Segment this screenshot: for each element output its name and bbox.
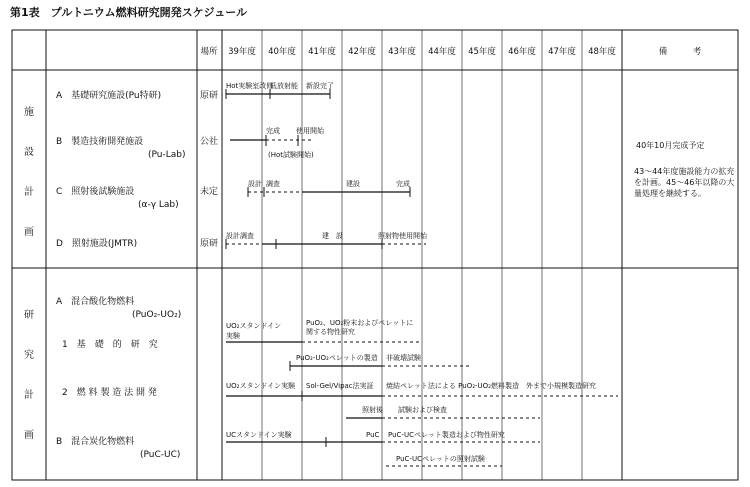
bar-label: 実験 <box>226 332 240 340</box>
category-char: 計 <box>24 390 34 401</box>
bar-label: UO₂スタンドイン <box>226 322 282 330</box>
remark-c-box <box>634 166 736 216</box>
bar-label: PuO₂-UO₂ペレットの製造 <box>296 354 378 362</box>
row-c-sub: (α-γ Lab) <box>138 200 179 210</box>
bar-label: PuO₂、UO₂粉末およびペレットに関する物性研究 <box>306 319 414 336</box>
schedule-bar-r1 <box>290 353 470 371</box>
bar-label: 使用開始 <box>296 127 324 135</box>
bar-label: 試験および検査 <box>398 406 447 414</box>
bar-label: 完成 <box>396 180 410 188</box>
bar-label: 調査 <box>266 180 280 188</box>
bar-label: 設計 <box>248 180 262 188</box>
header-year: 45年度 <box>468 47 496 57</box>
row-b-place: 公社 <box>199 137 219 147</box>
bar-label: 設計調査 <box>226 232 254 240</box>
row-c-place: 未定 <box>199 187 219 197</box>
category-char: 施 <box>24 107 34 118</box>
category-char: 画 <box>24 430 34 441</box>
row-rb-sub: (PuC-UC) <box>140 450 181 460</box>
bar-label: 低放射能 <box>270 82 298 90</box>
header-remarks: 備 考 <box>658 47 702 57</box>
bar-label-box <box>306 319 416 341</box>
header-year: 44年度 <box>428 47 456 57</box>
row-r1-name: 1 基 礎 的 研 究 <box>62 340 158 350</box>
schedule-bar-rb4 <box>386 454 502 466</box>
header-year: 46年度 <box>508 47 536 57</box>
category-char: 計 <box>24 187 34 198</box>
category-char: 画 <box>24 227 34 238</box>
row-rb-name: B 混合炭化物燃料 <box>56 437 135 447</box>
header-year: 39年度 <box>228 47 256 57</box>
category-facility <box>24 106 34 238</box>
header-year: 41年度 <box>308 47 336 57</box>
header-year: 48年度 <box>588 47 616 57</box>
row-a-place: 原研 <box>199 91 219 101</box>
schedule-bar-d <box>226 231 428 249</box>
header-year: 40年度 <box>268 47 296 57</box>
category-char: 設 <box>24 147 34 158</box>
schedule-bar-b <box>230 126 325 159</box>
table-title: 第1表 プルトニウム燃料研究開発スケジュール <box>10 6 248 19</box>
schedule-bar-r3 <box>346 405 540 418</box>
bar-label: 建 設 <box>322 232 343 240</box>
bar-label: Sol-Gel/Vipac法実証 <box>306 382 374 390</box>
bar-label: (Hot試験開始) <box>268 151 314 159</box>
remark-b: 40年10月完成予定 <box>636 141 705 150</box>
header-year: 43年度 <box>388 47 416 57</box>
header-year: 47年度 <box>548 47 576 57</box>
category-char: 研 <box>24 310 34 321</box>
category-research <box>24 309 34 441</box>
bar-label: UO₂スタンドイン実験 <box>226 382 296 390</box>
bar-label: 完成 <box>266 127 280 135</box>
header-place: 場所 <box>200 47 218 57</box>
bar-label: PuC <box>366 431 380 439</box>
row-r2-name: 2 燃 料 製 造 法 開 発 <box>62 388 157 398</box>
schedule-bar-a <box>226 81 334 99</box>
bar-label: PuC-UCペレットの照射試験 <box>396 455 485 463</box>
row-b-name: B 製造技術開発施設 <box>56 137 144 147</box>
row-d-place: 原研 <box>199 239 219 249</box>
bar-label: 非破壊試験 <box>386 354 421 362</box>
category-char: 究 <box>24 350 34 361</box>
bar-label: 照射後 <box>362 406 383 414</box>
schedule-bar-rb <box>226 430 540 447</box>
bar-label: 新設完了 <box>306 82 334 90</box>
bar-label: 焼結ペレット法による PuO₂-UO₂燃料製造 外まで小規模製造研究 <box>386 382 596 390</box>
bar-label: 照射物使用開始 <box>378 232 427 240</box>
remark-c: 43～44年度施設能力の拡充を計画。45～46年以降の大量処理を継続する。 <box>634 167 735 198</box>
schedule-bar-c <box>248 179 410 197</box>
row-ra-name: A 混合酸化物燃料 <box>56 297 135 307</box>
bar-label: 建設 <box>346 180 360 188</box>
row-a-name: A 基礎研究施設(Pu特研) <box>56 91 162 101</box>
row-b-sub: (Pu-Lab) <box>148 150 186 160</box>
bar-label: Hot実験室改修 <box>226 82 274 90</box>
row-d-name: D 照射施設(JMTR) <box>56 239 138 249</box>
row-ra-sub: (PuO₂-UO₂) <box>132 310 182 320</box>
row-c-name: C 照射後試験施設 <box>56 187 135 197</box>
schedule-bar-ra <box>226 319 422 342</box>
bar-label: UCスタンドイン実験 <box>226 431 292 439</box>
bar-label: PuC-UCペレット製造および物性研究 <box>388 431 505 439</box>
header-year: 42年度 <box>348 47 376 57</box>
